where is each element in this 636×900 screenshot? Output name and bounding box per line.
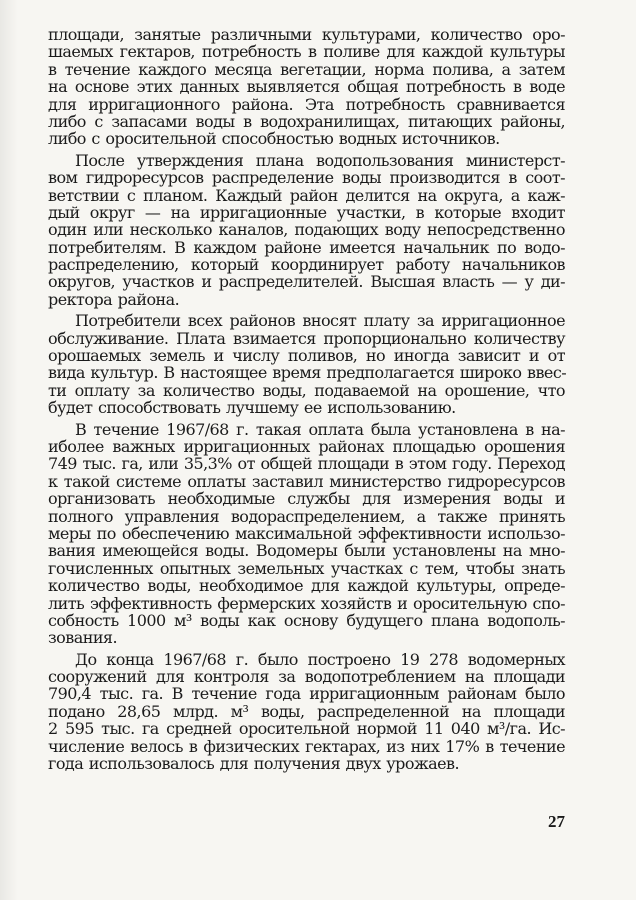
text-line: один или несколько каналов, подающих воду непосредственно	[48, 220, 565, 240]
text-line: вида культур. В настоящее время предполагается широко ввес-	[48, 363, 567, 383]
text-line: В течение 1967/68 г. такая оплата была установлена в на-	[75, 419, 565, 439]
text-line: лить эффективность фермерских хозяйств и оросительную спо-	[48, 593, 565, 613]
text-line: либо с оросительной способностью водных источников.	[48, 129, 500, 149]
text-line: для ирригационного района. Эта потребность сравнивается	[48, 94, 565, 114]
paragraph-crop-water-needs	[48, 26, 565, 148]
text-line: иболее важных ирригационных районах площадью орошения	[48, 436, 565, 456]
text-line: ти оплату за количество воды, подаваемой на орошение, что	[48, 380, 565, 400]
text-line: года использовалось для получения двух урожаев.	[48, 754, 460, 774]
text-line: орошаемых земель и числу поливов, но иногда зависит и от	[48, 346, 565, 366]
text-line: распределению, который координирует работу начальников	[48, 255, 565, 275]
paragraph-irrigation-fees	[48, 312, 565, 416]
paragraph-metering-statistics	[48, 651, 565, 773]
text-line: зования.	[48, 628, 118, 648]
text-line: вом гидроресурсов распределение воды производится в соот-	[48, 168, 565, 188]
text-line: Потребители всех районов вносят плату за ирригационное	[75, 311, 565, 331]
text-line: обслуживание. Плата взимается пропорционально количеству	[48, 328, 565, 348]
body-text	[48, 26, 565, 776]
text-line: полного управления водораспределением, а также принять	[48, 506, 565, 526]
text-line: подано 28,65 млрд. м³ воды, распределенной на площади	[48, 701, 565, 721]
text-line: шаемых гектаров, потребность в поливе для каждой культуры	[48, 42, 565, 62]
text-line: 2 595 тыс. га средней оросительной нормой 11 040 м³/га. Ис-	[48, 719, 565, 739]
text-line: вания имеющейся воды. Водомеры были установлены на мно-	[48, 541, 565, 561]
page-number: 27	[548, 812, 565, 831]
text-line: До конца 1967/68 г. было построено 19 278 водомерных	[75, 649, 565, 669]
text-line: либо с запасами воды в водохранилищах, питающих районы,	[48, 111, 565, 131]
text-line: количество воды, необходимое для каждой культуры, опреде-	[48, 576, 565, 596]
text-line: организовать необходимые службы для измерения воды и	[48, 489, 565, 509]
text-line: числение велось в физических гектарах, из них 17% в течение	[48, 736, 565, 756]
text-line: меры по обеспечению максимальной эффективности использо-	[48, 523, 565, 543]
text-line: дый округ — на ирригационные участки, в которые входит	[48, 202, 565, 222]
text-line: потребителям. В каждом районе имеется начальник по водо-	[48, 237, 565, 257]
text-line: сооружений для контроля за водопотреблением на площади	[48, 667, 565, 687]
text-line: ректора района.	[48, 289, 180, 309]
paragraph-volumetric-payment	[48, 421, 565, 647]
text-line: 790,4 тыс. га. В течение года ирригационным районам было	[48, 684, 565, 704]
text-line: После утверждения плана водопользования министерст-	[75, 150, 565, 170]
text-line: на основе этих данных выявляется общая потребность в воде	[48, 77, 565, 97]
text-line: гочисленных опытных земельных участках с тем, чтобы знать	[48, 558, 565, 578]
text-line: округов, участков и распределителей. Высшая власть — у ди-	[48, 272, 565, 292]
text-line: к такой системе оплаты заставил министерство гидроресурсов	[48, 471, 565, 491]
text-line: ветствии с планом. Каждый район делится на округа, а каж-	[48, 185, 565, 205]
text-line: будет способствовать лучшему ее использованию.	[48, 398, 456, 418]
text-line: 749 тыс. га, или 35,3% от общей площади в этом году. Переход	[48, 454, 565, 474]
text-line: в течение каждого месяца вегетации, норма полива, а затем	[48, 59, 565, 79]
paragraph-water-distribution	[48, 152, 565, 309]
text-line: собность 1000 м³ воды как основу будущего плана водополь-	[48, 610, 565, 630]
text-line: площади, занятые различными культурами, количество оро-	[48, 25, 565, 44]
